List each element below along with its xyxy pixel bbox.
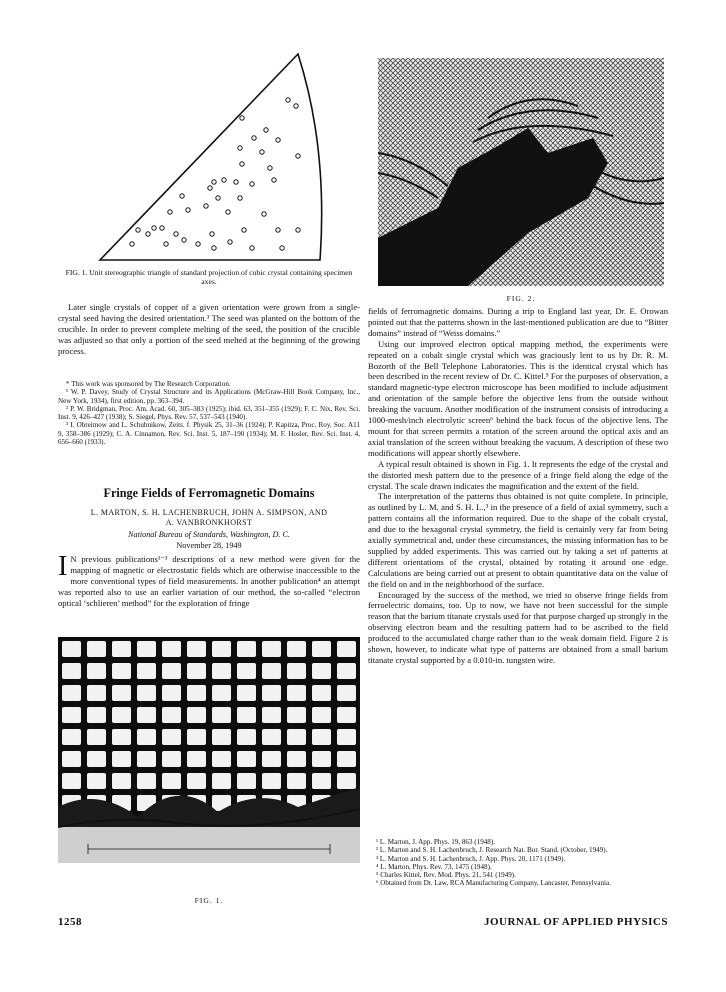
- left-top-text: [58, 302, 360, 357]
- intro-text: N previous publications¹⁻³ descriptions of a new method were given for the mapping of magnetic or electrostatic fields which are otherwise inaccessible to the more conventional types of field measurements. In another publication⁴ an attempt was reported also to use an earlier variation of our method, the so-called “electron optical ‘schlieren’ method” for the exploration of fringe: [58, 554, 360, 608]
- fig2-label: FIG. 2.: [506, 294, 536, 303]
- authors-line-1: L. MARTON, S. H. LACHENBRUCH, JOHN A. SIMPSON, AND: [90, 508, 328, 517]
- footnote: ³ L. Marton and S. H. Lachenbruch, J. App. Phys. 20, 1171 (1949).: [376, 854, 566, 863]
- footnote: ¹ W. P. Davey, Study of Crystal Structure and its Applications (McGraw-Hill Book Company, Inc., New York, 1934), first edition, pp. 363–394.: [58, 388, 360, 405]
- right-footnotes: [368, 838, 668, 888]
- stereo-triangle-drawing: [92, 48, 332, 266]
- fig1-mesh-label: FIG. 1.: [194, 896, 224, 905]
- stereo-triangle-figure: [92, 48, 332, 266]
- article-intro: [58, 551, 360, 609]
- footnote: ⁶ Obtained from Dr. Law, RCA Manufacturing Company, Lancaster, Pennsylvania.: [376, 879, 611, 888]
- footnote: ⁴ L. Marton, Phys. Rev. 73, 1475 (1948).: [376, 862, 492, 871]
- paragraph: Later single crystals of copper of a given orientation were grown from a single-crystal seed having the desired orientation.³ The seed was planted on the bottom of the crucible. In order to prevent complete melting of the seed, the position of the crucible was adjusted so that only a portion of the seed melted at the beginning of the growing process.: [58, 302, 360, 356]
- footnote: ¹ L. Marton, J. App. Phys. 19, 863 (1948).: [376, 838, 495, 846]
- paragraph: fields of ferromagnetic domains. During a trip to England last year, Dr. E. Orowan pointed out that the patterns shown in the last-mentioned publication are due to “Bitter domains” instead of “Weiss domains.”: [368, 306, 668, 338]
- fig1-mesh-image: [58, 637, 360, 863]
- article-authors: [58, 508, 360, 528]
- footnote: ² P. W. Bridgman, Proc. Am. Acad. 60, 305–383 (1925); ibid. 63, 351–355 (1929); F. C. Nix, Rev. Sci. Inst. 9, 426–427 (1938); S. Siegel, Phys. Rev. 57, 537–543 (1940).: [58, 404, 360, 422]
- journal-name: JOURNAL OF APPLIED PHYSICS: [483, 916, 668, 928]
- footnote: ⁵ Charles Kittel, Rev. Mod. Phys. 21, 541 (1949).: [376, 871, 516, 880]
- article-title: Fringe Fields of Ferromagnetic Domains: [103, 486, 315, 500]
- paragraph: A typical result obtained is shown in Fig. 1. It represents the edge of the crystal and the distorted mesh pattern due to the presence of a fringe field along the edge of the crystal. The scale drawn indicates the magnification and the extent of the field.: [368, 458, 668, 491]
- fig1-triangle-caption: FIG. 1. Unit stereographic triangle of standard projection of cubic crystal containing specimen axes.: [65, 268, 353, 286]
- footnote: * This work was sponsored by The Research Corporation.: [66, 380, 231, 388]
- authors-line-2: A. VANBRONKHORST: [165, 518, 253, 527]
- right-column: [368, 306, 668, 666]
- paragraph: Encouraged by the success of the method, we tried to observe fringe fields from ferroelectric domains, too. Up to now, we have not been successful for the simple reason that the barium titanate crystals used for that purpose charged up strongly in the observing electron beam and the resulting pattern had to be ascribed to the field produced to the accumulated charge rather than to the weak domain field. Figure 2 is shown, however, to indicate what type of patterns are obtained from a small barium titanate crystal supported by a 0.010-in. tungsten wire.: [368, 589, 668, 665]
- article-date: November 28, 1949: [176, 541, 242, 550]
- footnote: ³ I. Obreimow and L. Schubnikow, Zeits. f. Physik 25, 31–36 (1924); P. Kapitza, Proc. Roy. Soc. A11 9, 358–386 (1929); C. A. Cinnamon, Rev. Sci. Inst. 5, 187–190 (1934); M. F. Hosler, Rev. Sci. Inst. 4, 656–660 (1933).: [58, 421, 360, 447]
- paragraph: The interpretation of the patterns thus obtained is not quite complete. In principle, as outlined by L. M. and S. H. L.,³ in the presence of a field of axial symmetry, such a pattern contains all the information required. Due to the shape of the cobalt crystal, and due to the hexagonal crystal symmetry, the field is certainly very far from being axially symmetrical and, under these circumstances, the missing information has to be supplied by added experiments. This was carried out by taking a set of patterns at different orientations of the crystal, obtained by rotating it around one edge. Calculations are being carried out at present to obtain quantitative data on the value of the field on and in the neighborhood of the surface.: [368, 491, 668, 589]
- paragraph: Using our improved electron optical mapping method, the experiments were repeated on a cobalt single crystal which was graciously lent to us by Dr. R. M. Bozorth of the Bell Telephone Laboratories. This is the identical crystal which has been described in the recent review of Dr. C. Kittel.⁵ For the purposes of observation, a standard magnetic-type electron microscope has been modified to include adjustment and orientation of the sample before the objective lens from the outside without breaking the vacuum. Another modification of the instrument consists of introducing a 1000-mesh/inch electrolytic screen⁶ behind the back focus of the objective lens. The mount for that screen permits a rotation of the screen around the optical axis and an axial translation of the screen without breaking the vacuum. A description of these two modifications will appear shortly elsewhere.: [368, 338, 668, 458]
- fig2-image: [378, 58, 664, 286]
- page-number: 1258: [58, 916, 82, 928]
- left-footnotes: [58, 380, 360, 446]
- drop-cap: I: [58, 551, 68, 582]
- footnote: ² L. Marton and S. H. Lachenbruch, J. Research Nat. Bur. Stand. (October, 1949).: [376, 846, 608, 855]
- article-affiliation: National Bureau of Standards, Washington, D. C.: [128, 530, 290, 539]
